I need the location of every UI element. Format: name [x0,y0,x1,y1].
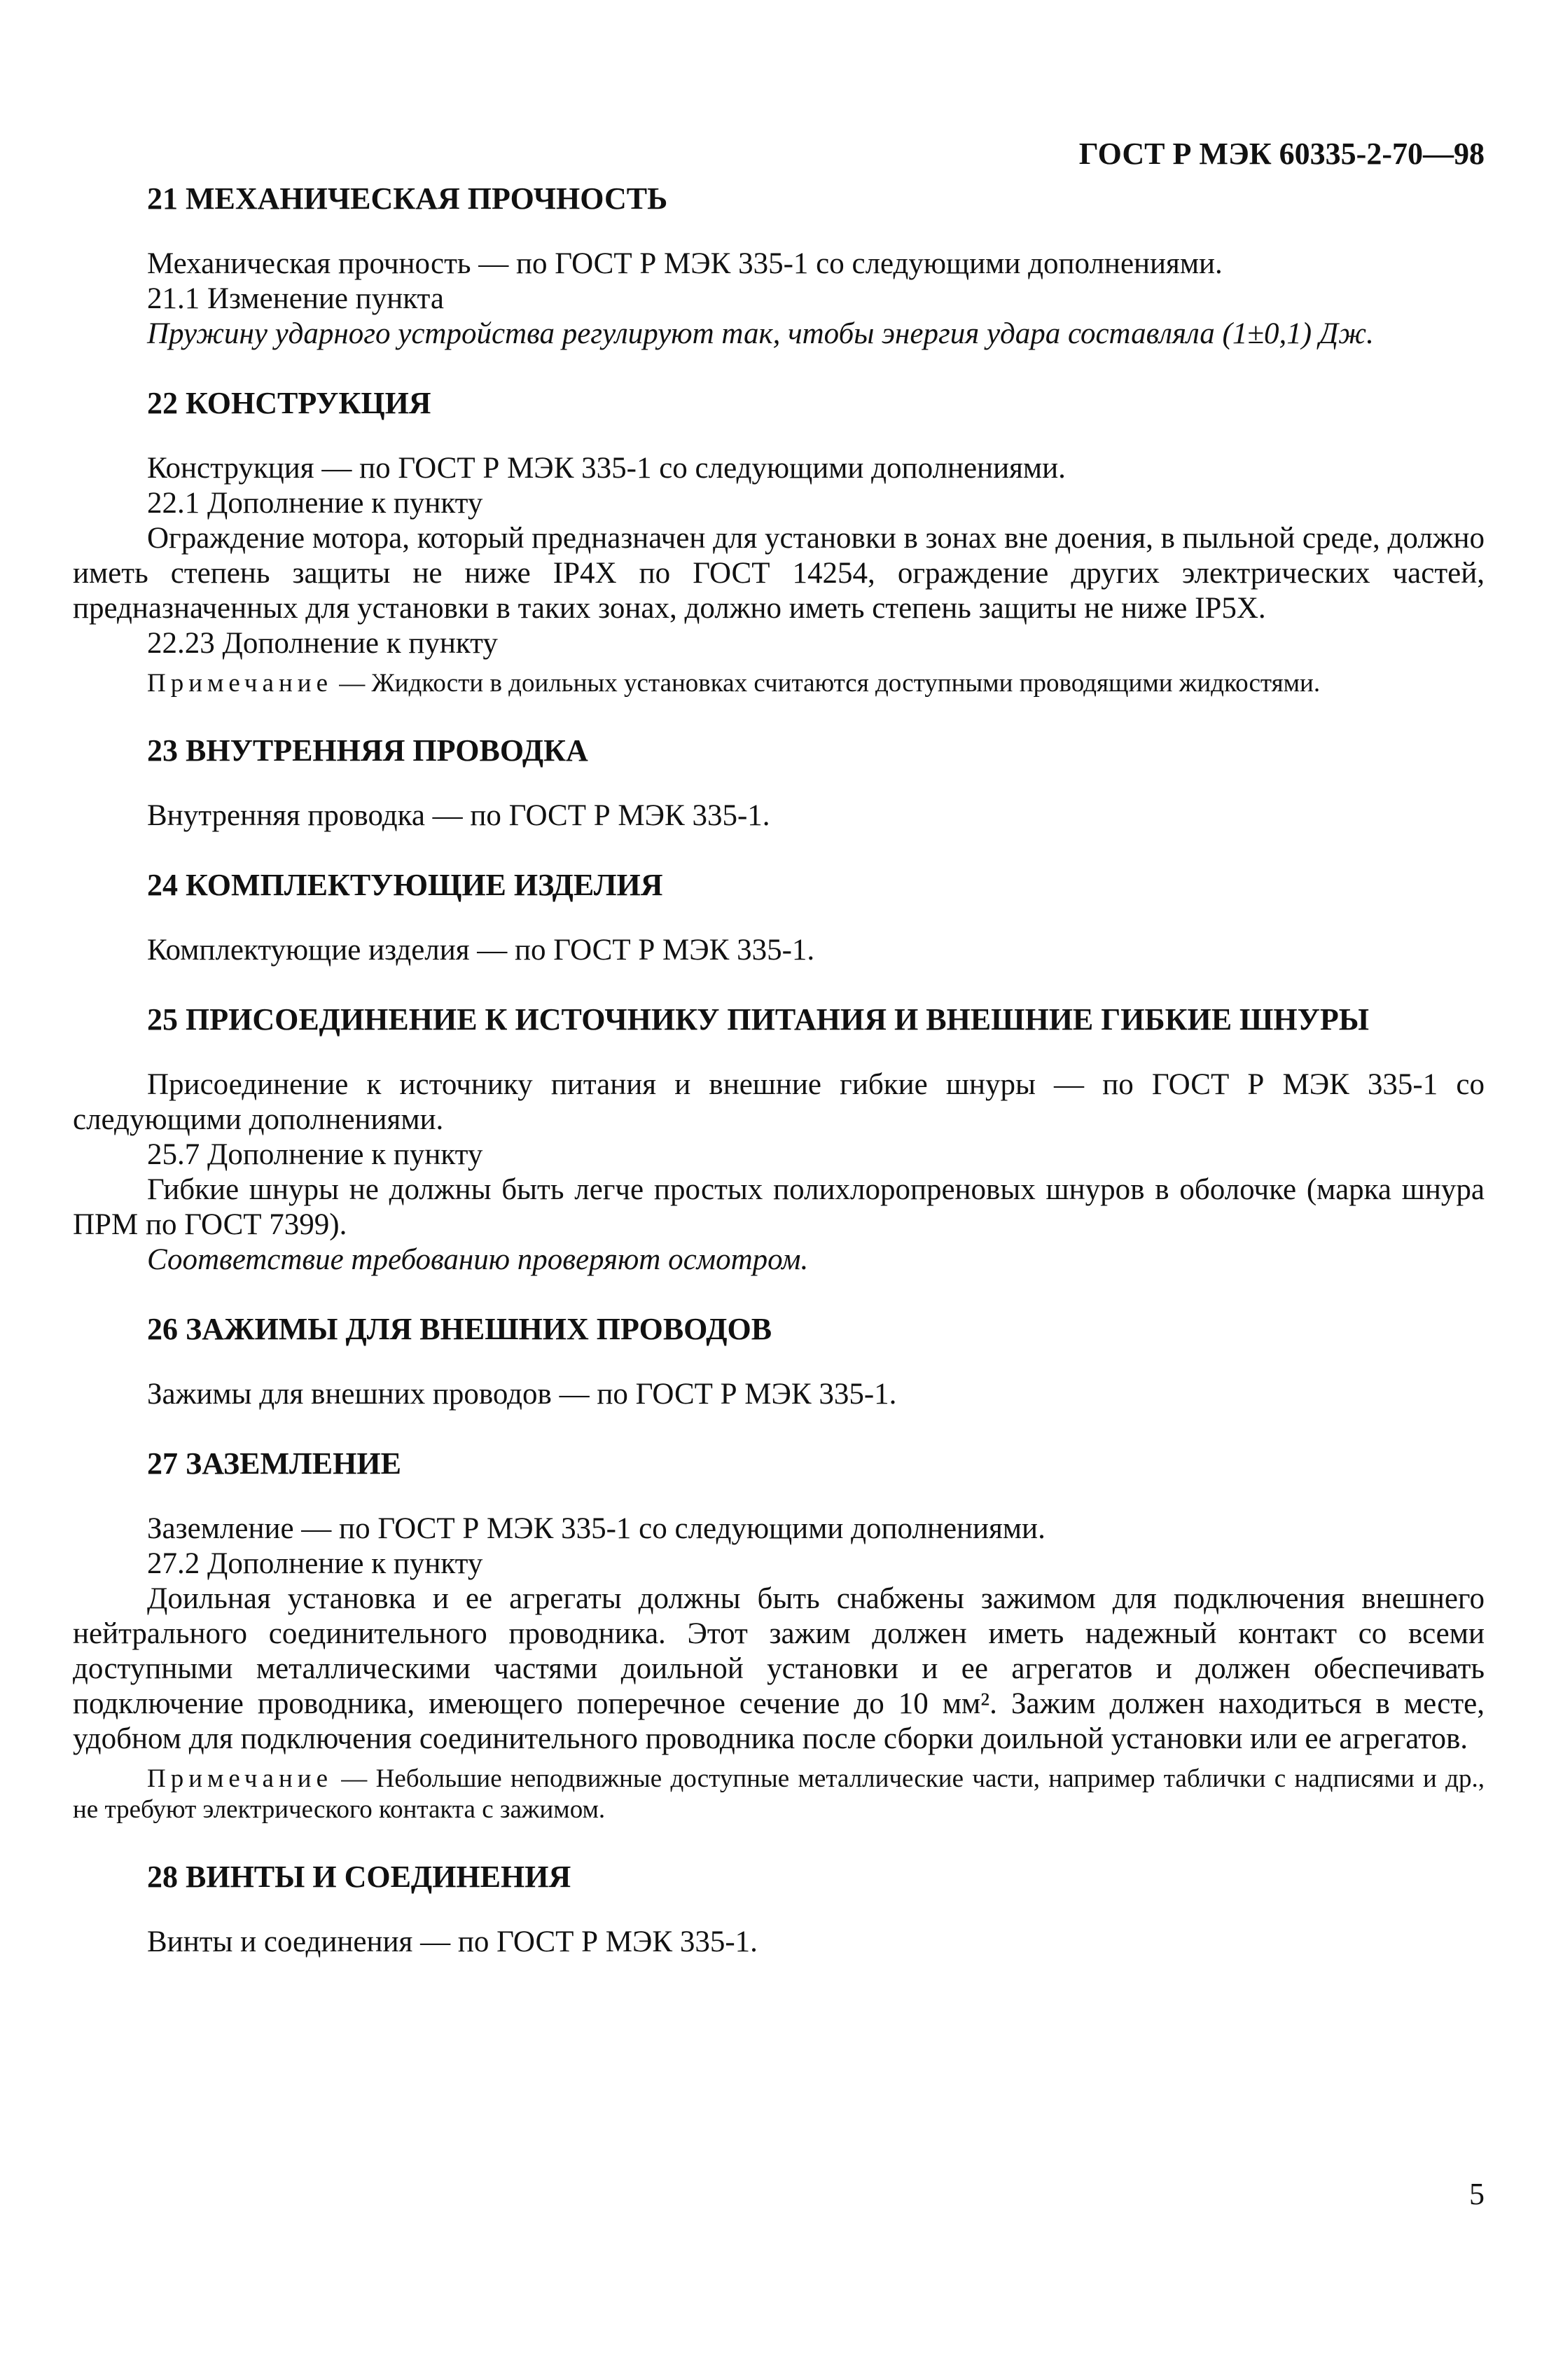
section [73,1857,1485,1960]
note-label: Примечание [147,669,333,698]
paragraph: Зажимы для внешних проводов — по ГОСТ Р МЭК 335-1. [147,1378,897,1411]
section-title: 25 ПРИСОЕДИНЕНИЕ К ИСТОЧНИКУ ПИТАНИЯ И ВНЕШНИЕ ГИБКИЕ ШНУРЫ [147,1002,1369,1037]
paragraph: Внутренняя проводка — по ГОСТ Р МЭК 335-1. [147,799,770,832]
section [73,731,1485,833]
section [73,384,1485,699]
paragraph: Гибкие шнуры не должны быть легче простых полихлоропреновых шнуров в оболочке (марка шнура ПРМ по ГОСТ 7399). [73,1173,1485,1241]
section-title: 24 КОМПЛЕКТУЮЩИЕ ИЗДЕЛИЯ [147,868,663,902]
section-title: 21 МЕХАНИЧЕСКАЯ ПРОЧНОСТЬ [147,181,668,216]
note-label: Примечание [147,1764,333,1793]
paragraph: 22.1 Дополнение к пункту [147,487,483,520]
section [73,1000,1485,1278]
paragraph: Механическая прочность — по ГОСТ Р МЭК 335-1 со следующими дополнениями. [147,247,1223,280]
section-title: 27 ЗАЗЕМЛЕНИЕ [147,1446,401,1481]
section-title: 28 ВИНТЫ И СОЕДИНЕНИЯ [147,1860,571,1894]
section [73,179,1485,352]
section-title: 23 ВНУТРЕННЯЯ ПРОВОДКА [147,733,588,768]
paragraph: Винты и соединения — по ГОСТ Р МЭК 335-1. [147,1925,758,1958]
paragraph: 22.23 Дополнение к пункту [147,627,498,660]
paragraph: Присоединение к источнику питания и внешние гибкие шнуры — по ГОСТ Р МЭК 335-1 со следующими дополнениями. [73,1068,1485,1136]
page-number: 5 [1469,2177,1485,2211]
paragraph: Ограждение мотора, который предназначен для установки в зонах вне доения, в пыльной среде, должно иметь степень защиты не ниже IP4X по ГОСТ 14254, ограждение других электрических частей, предназначенных для установки в таких зонах, должно иметь степень защиты не ниже IP5X. [73,522,1485,625]
section-title: 26 ЗАЖИМЫ ДЛЯ ВНЕШНИХ ПРОВОДОВ [147,1312,772,1346]
note-text: — Жидкости в доильных установках считаются доступными проводящими жидкостями. [333,669,1321,698]
paragraph: Заземление — по ГОСТ Р МЭК 335-1 со следующими дополнениями. [147,1512,1046,1545]
note [73,668,1485,699]
section [73,1310,1485,1412]
paragraph: Конструкция — по ГОСТ Р МЭК 335-1 со следующими дополнениями. [147,452,1066,485]
section [73,1444,1485,1825]
note [73,1764,1485,1825]
document-header: ГОСТ Р МЭК 60335-2-70—98 [1078,137,1485,171]
paragraph: Пружину ударного устройства регулируют так, чтобы энергия удара составляла (1±0,1) Дж. [147,317,1374,350]
section-title: 22 КОНСТРУКЦИЯ [147,386,431,420]
paragraph: 27.2 Дополнение к пункту [147,1547,483,1580]
paragraph: 21.1 Изменение пункта [147,282,444,315]
paragraph: Доильная установка и ее агрегаты должны быть снабжены зажимом для подключения внешнего нейтрального соединительного проводника. Этот зажим должен иметь надежный контакт со всеми доступными металлическими частями доильной установки и ее агрегатов и должен обеспечивать подключение проводника, имеющего поперечное сечение до 10 мм². Зажим должен находиться в месте, удобном для подключения соединительного проводника после сборки доильной установки или ее агрегатов. [73,1582,1485,1755]
section [73,866,1485,968]
note-text: — Небольшие неподвижные доступные металлические части, например таблички с надписями и др., не требуют электрического контакта с зажимом. [73,1764,1485,1824]
paragraph: Соответствие требованию проверяют осмотром. [147,1243,809,1276]
paragraph: Комплектующие изделия — по ГОСТ Р МЭК 335-1. [147,934,815,967]
document-body [73,179,1485,1960]
paragraph: 25.7 Дополнение к пункту [147,1138,483,1171]
